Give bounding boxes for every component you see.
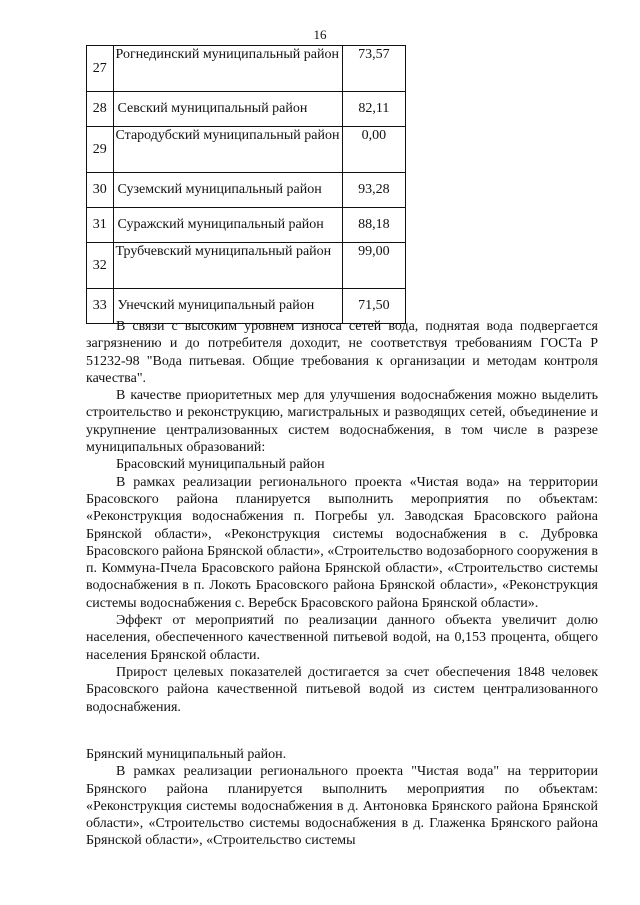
table-row (87, 173, 406, 208)
paragraph-brasovsky-growth: Прирост целевых показателей достигается за счет обеспечения 1848 человек Брасовского района качественной питьевой водой из систем централизованного водоснабжения. (86, 664, 598, 715)
row-number: 28 (87, 92, 114, 127)
paragraph-water-quality: В связи с высоким уровнем износа сетей вода, поднятая вода подвергается загрязнению и до потребителя доходит, не соответствуя требованиям ГОСТа Р 51232-98 "Вода питьевая. Общие требования к организации и методам контроля качества". (86, 319, 598, 386)
heading-brasovsky-district: Брасовский муниципальный район (116, 457, 325, 473)
district-value: 0,00 (342, 127, 405, 173)
row-number: 27 (87, 46, 114, 92)
page-number: 16 (313, 27, 327, 42)
district-value: 73,57 (342, 46, 405, 92)
paragraph-brasovsky-effect: Эффект от мероприятий по реализации данного объекта увеличит долю населения, обеспеченного качественной питьевой водой, на 0,153 процента, общего населения Брянской области. (86, 613, 598, 663)
table-row (87, 46, 406, 92)
body-text-section (86, 318, 598, 716)
paragraph-brasovsky-project: В рамках реализации регионального проекта «Чистая вода» на территории Брасовского района планируется выполнить мероприятия по объектам: «Реконструкция водоснабжения п. Погребы ул. Заводская Брасовского района Брянской области», «Реконструкция системы водоснабжения в с. Дубровка Брасовского района Брянской области», «Строительство водозаборного сооружения в п. Коммуна-Пчела Брасовского района Брянской области», «Строительство системы водоснабжения в п. Локоть Брасовского района Брянской области», «Реконструкция системы водоснабжения с. Веребск Брасовского района Брянской области». (86, 474, 598, 611)
district-name: Унечский муниципальный район (113, 289, 342, 324)
district-name: Севский муниципальный район (113, 92, 342, 127)
table-row (87, 92, 406, 127)
row-number: 33 (87, 289, 114, 324)
row-number: 30 (87, 173, 114, 208)
table-row (87, 127, 406, 173)
district-name: Рогнединский муниципальный район (113, 46, 342, 92)
district-value: 93,28 (342, 173, 405, 208)
district-name: Суземский муниципальный район (113, 173, 342, 208)
district-table (86, 45, 406, 324)
row-number: 31 (87, 208, 114, 243)
table-row (87, 208, 406, 243)
district-value: 88,18 (342, 208, 405, 243)
paragraph-bryansky-project: В рамках реализации регионального проекта "Чистая вода" на территории Брянского района планируется выполнить мероприятия по объектам: «Реконструкция системы водоснабжения в д. Антоновка Брянского района Брянской области», «Строительство системы водоснабжения в д. Глаженка Брянского района Брянской области», «Строительство системы (86, 764, 598, 849)
row-number: 32 (87, 243, 114, 289)
row-number: 29 (87, 127, 114, 173)
district-value: 82,11 (342, 92, 405, 127)
heading-bryansky-district: Брянский муниципальный район. (86, 747, 287, 762)
district-value: 99,00 (342, 243, 405, 289)
district-name: Суражский муниципальный район (113, 208, 342, 243)
district-value: 71,50 (342, 289, 405, 324)
body-text-section-bryansky (86, 746, 598, 850)
table-row (87, 243, 406, 289)
paragraph-priority-measures: В качестве приоритетных мер для улучшения водоснабжения можно выделить строительство и реконструкцию, магистральных и разводящих сетей, объединение и укрупнение централизованных систем водоснабжения, в том числе в разрезе муниципальных образований: (86, 388, 598, 456)
district-name: Стародубский муниципальный район (113, 127, 342, 173)
district-name: Трубчевский муниципальный район (113, 243, 342, 289)
